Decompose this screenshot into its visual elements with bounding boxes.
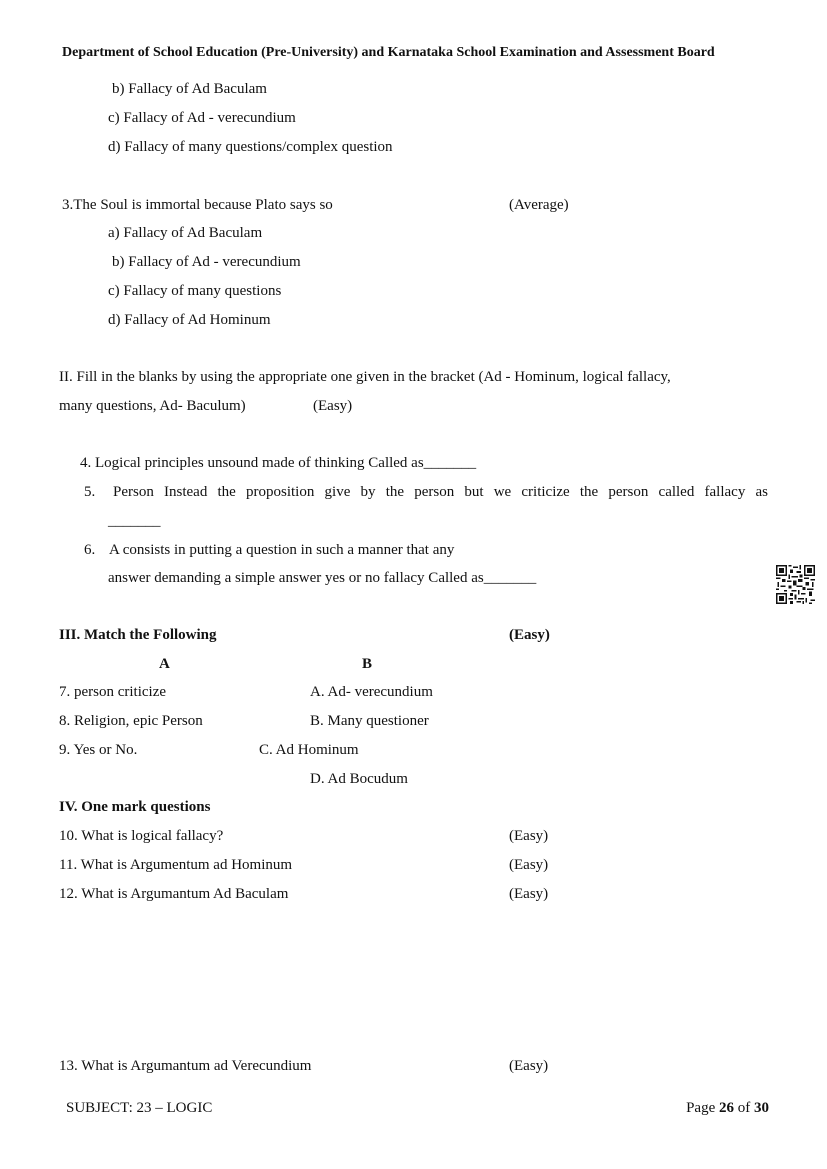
q5-blank: _______ (108, 513, 161, 529)
q2-option-b: b) Fallacy of Ad Baculam (112, 81, 267, 97)
q5-number: 5. (84, 484, 96, 500)
question-difficulty: (Easy) (509, 857, 549, 873)
one-mark-question: 13. What is Argumantum ad Verecundium (59, 1058, 312, 1074)
page-header: Department of School Education (Pre-University) and Karnataka School Examination and Assessment Board (62, 45, 715, 60)
question-difficulty: (Easy) (509, 886, 549, 902)
one-mark-question: 10. What is logical fallacy? (59, 828, 224, 844)
page-total: 30 (754, 1100, 769, 1116)
one-mark-question: 11. What is Argumentum ad Hominum (59, 857, 293, 873)
q2-option-c: c) Fallacy of Ad - verecundium (108, 110, 296, 126)
footer-subject: SUBJECT: 23 – LOGIC (66, 1100, 213, 1116)
question-difficulty: (Easy) (509, 1058, 549, 1074)
column-b-header: B (362, 656, 373, 672)
match-row-a: 7. person criticize (59, 684, 167, 700)
qr-code-icon (776, 565, 815, 604)
section3-difficulty: (Easy) (509, 627, 550, 643)
one-mark-question: 12. What is Argumantum Ad Baculam (59, 886, 289, 902)
q6-number: 6. (84, 542, 96, 558)
q3-difficulty: (Average) (509, 197, 569, 213)
section4-heading: IV. One mark questions (59, 799, 211, 815)
q3-option-d: d) Fallacy of Ad Hominum (108, 312, 271, 328)
q3-question: 3.The Soul is immortal because Plato says so (62, 197, 333, 213)
section2-heading-line1: II. Fill in the blanks by using the appropriate one given in the bracket (Ad - Hominum, logical fallacy, (59, 369, 671, 385)
match-row-b: C. Ad Hominum (259, 742, 359, 758)
q6-line1: A consists in putting a question in such a manner that any (109, 542, 455, 558)
page-label: Page (686, 1100, 716, 1116)
section3-heading: III. Match the Following (59, 627, 217, 643)
q2-option-d: d) Fallacy of many questions/complex question (108, 139, 393, 155)
page-current: 26 (719, 1100, 734, 1116)
match-row-a: 9. Yes or No. (59, 742, 138, 758)
q3-option-a: a) Fallacy of Ad Baculam (108, 225, 263, 241)
match-row-a: 8. Religion, epic Person (59, 713, 203, 729)
q3-option-c: c) Fallacy of many questions (108, 283, 282, 299)
column-a-header: A (159, 656, 170, 672)
section2-difficulty: (Easy) (313, 398, 353, 414)
q5-text: Person Instead the proposition give by the person but we criticize the person called fallacy as (113, 484, 768, 500)
match-row-b: A. Ad- verecundium (310, 684, 433, 700)
match-row-b: D. Ad Bocudum (310, 771, 408, 787)
section2-heading-line2: many questions, Ad- Baculum) (59, 398, 246, 414)
page-of-label: of (737, 1100, 751, 1116)
q6-line2: answer demanding a simple answer yes or no fallacy Called as_______ (108, 570, 537, 586)
question-difficulty: (Easy) (509, 828, 549, 844)
match-row-b: B. Many questioner (310, 713, 429, 729)
footer-page-number (686, 1099, 769, 1117)
q3-option-b: b) Fallacy of Ad - verecundium (112, 254, 301, 270)
q4-text: 4. Logical principles unsound made of thinking Called as_______ (80, 455, 477, 471)
